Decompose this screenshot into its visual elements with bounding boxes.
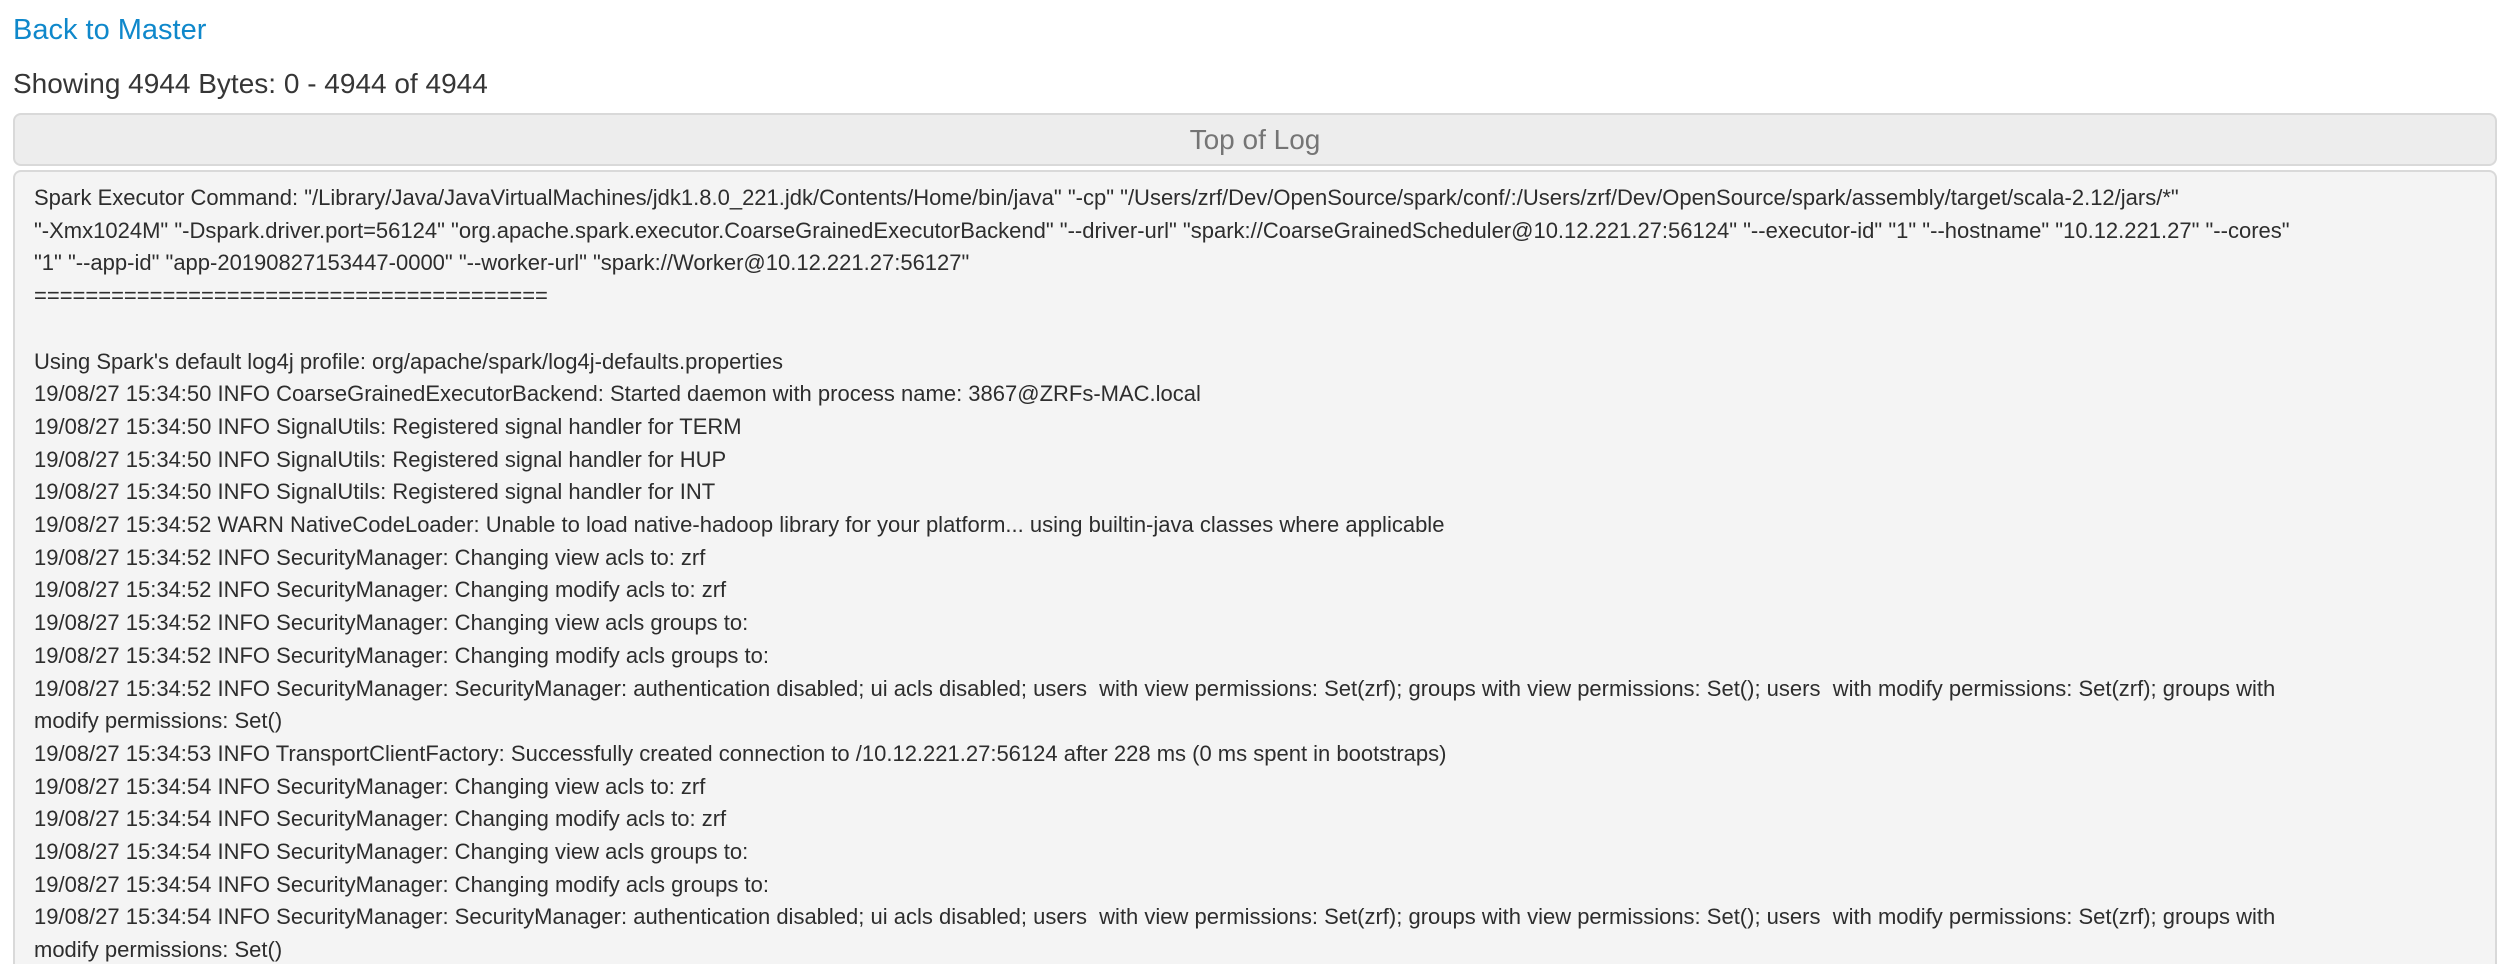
byte-range-status: Showing 4944 Bytes: 0 - 4944 of 4944 [13, 68, 488, 99]
log-line: 19/08/27 15:34:50 INFO SignalUtils: Registered signal handler for TERM [34, 413, 742, 439]
log-line: 19/08/27 15:34:54 INFO SecurityManager: Changing modify acls groups to: [34, 871, 769, 897]
log-box [13, 170, 2497, 964]
log-line: 19/08/27 15:34:54 INFO SecurityManager: Changing modify acls to: zrf [34, 806, 727, 832]
log-line: 19/08/27 15:34:54 INFO SecurityManager: Changing view acls groups to: [34, 839, 749, 865]
log-line [34, 313, 2476, 346]
log-content [34, 182, 2476, 964]
back-to-master-link[interactable]: Back to Master [13, 14, 207, 46]
log-line: 19/08/27 15:34:52 INFO SecurityManager: SecurityManager: authentication disabled; ui acls disabled; users with view permissions: Set(zrf); groups with view permissions: Set(); users with modify permissions: Set(zrf); groups with [34, 675, 2276, 701]
log-line: 19/08/27 15:34:52 INFO SecurityManager: Changing modify acls to: zrf [34, 577, 727, 603]
log-line: "-Xmx1024M" "-Dspark.driver.port=56124" "org.apache.spark.executor.CoarseGrainedExecutorBackend" "--driver-url" "spark://CoarseGrainedScheduler@10.12.221.27:56124" "--executor-id" "1" "--hostname" "10.12.221.27" "--cores" [34, 217, 2290, 243]
log-line: 19/08/27 15:34:54 INFO SecurityManager: Changing view acls to: zrf [34, 773, 706, 799]
log-line: Using Spark's default log4j profile: org/apache/spark/log4j-defaults.properties [34, 348, 783, 374]
log-line: 19/08/27 15:34:52 INFO SecurityManager: Changing view acls groups to: [34, 610, 749, 636]
log-line: 19/08/27 15:34:52 INFO SecurityManager: Changing modify acls groups to: [34, 642, 769, 668]
log-line: modify permissions: Set() [34, 937, 283, 963]
log-line: modify permissions: Set() [34, 708, 283, 734]
log-line: 19/08/27 15:34:53 INFO TransportClientFactory: Successfully created connection to /10.12.221.27:56124 after 228 ms (0 ms spent in bootstraps) [34, 740, 1447, 766]
log-line: 19/08/27 15:34:50 INFO CoarseGrainedExecutorBackend: Started daemon with process name: 3867@ZRFs-MAC.local [34, 381, 1201, 407]
log-line: 19/08/27 15:34:52 INFO SecurityManager: Changing view acls to: zrf [34, 544, 706, 570]
log-line: ======================================== [34, 283, 548, 309]
log-line: 19/08/27 15:34:50 INFO SignalUtils: Registered signal handler for HUP [34, 446, 727, 472]
log-line: 19/08/27 15:34:50 INFO SignalUtils: Registered signal handler for INT [34, 479, 716, 505]
log-line: "1" "--app-id" "app-20190827153447-0000" "--worker-url" "spark://Worker@10.12.221.27:56127" [34, 250, 970, 276]
log-line: 19/08/27 15:34:54 INFO SecurityManager: SecurityManager: authentication disabled; ui acls disabled; users with view permissions: Set(zrf); groups with view permissions: Set(); users with modify permissions: Set(zrf); groups with [34, 904, 2276, 930]
log-line: Spark Executor Command: "/Library/Java/JavaVirtualMachines/jdk1.8.0_221.jdk/Contents/Home/bin/java" "-cp" "/Users/zrf/Dev/OpenSource/spark/conf/:/Users/zrf/Dev/OpenSource/spark/assembly/target/scala-2.12/jars/*" [34, 185, 2179, 210]
top-of-log-button[interactable]: Top of Log [13, 113, 2497, 166]
log-line: 19/08/27 15:34:52 WARN NativeCodeLoader: Unable to load native-hadoop library for your platform... using builtin-java classes where applicable [34, 512, 1445, 538]
